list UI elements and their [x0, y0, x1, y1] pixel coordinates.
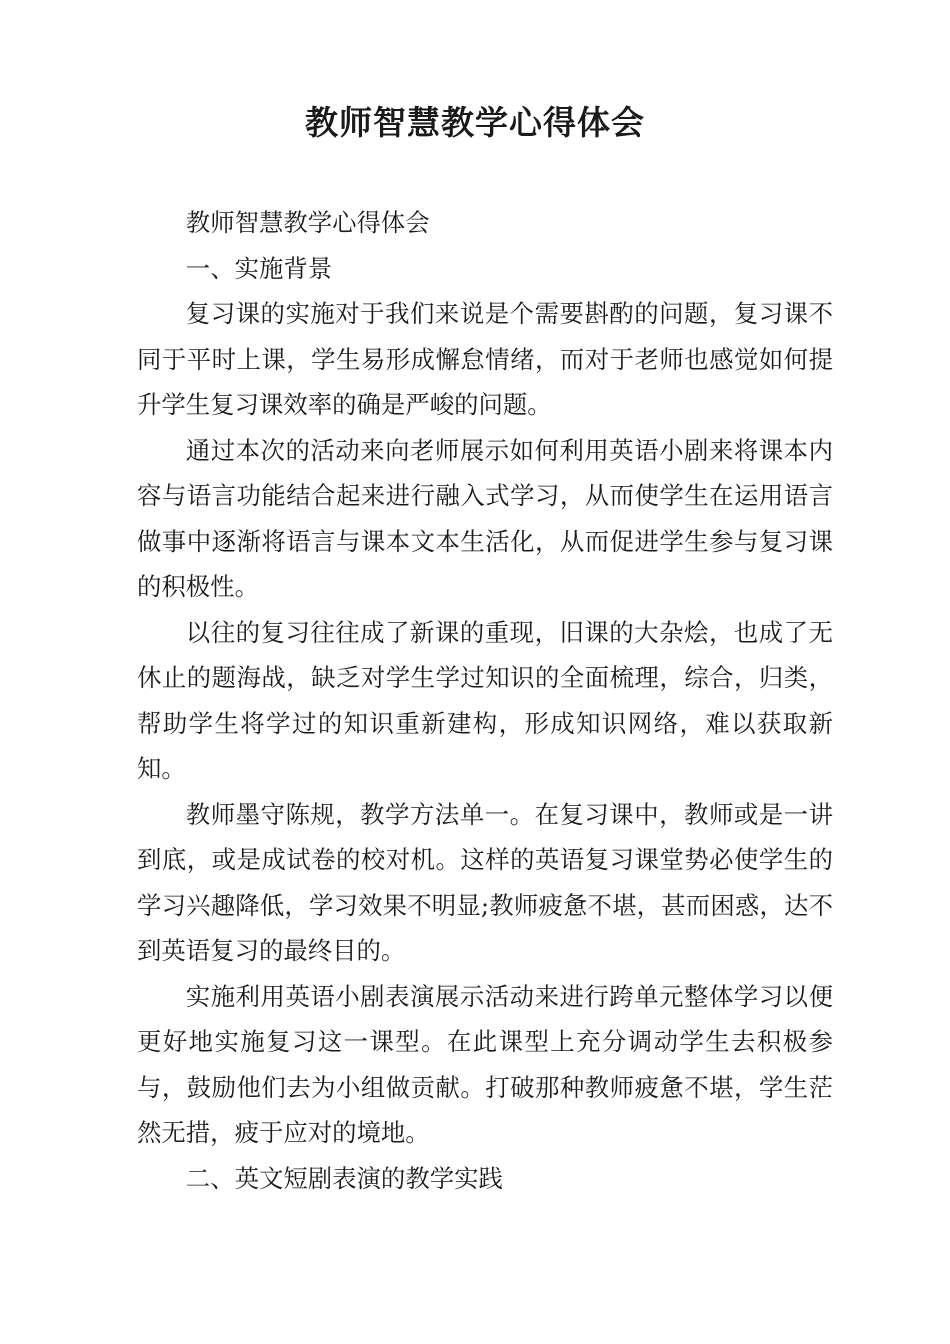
paragraph: 教师墨守陈规，教学方法单一。在复习课中，教师或是一讲到底，或是成试卷的校对机。这样的英语复习课堂势必使学生的学习兴趣降低，学习效果不明显;教师疲惫不堪，甚而困惑，达不到英语复习的最终目的。	[137, 799, 833, 965]
section-heading-2: 二、英文短剧表演的教学实践	[185, 1163, 503, 1193]
paragraph: 实施利用英语小剧表演展示活动来进行跨单元整体学习以便更好地实施复习这一课型。在此课型上充分调动学生去积极参与，鼓励他们去为小组做贡献。打破那种教师疲惫不堪，学生茫然无措，疲于应对的境地。	[137, 981, 833, 1147]
paragraph: 以往的复习往往成了新课的重现，旧课的大杂烩，也成了无休止的题海战，缺乏对学生学过知识的全面梳理，综合，归类，帮助学生将学过的知识重新建构，形成知识网络，难以获取新知。	[137, 617, 833, 783]
document-body	[137, 200, 833, 1201]
paragraph: 复习课的实施对于我们来说是个需要斟酌的问题，复习课不同于平时上课，学生易形成懈怠情绪，而对于老师也感觉如何提升学生复习课效率的确是严峻的问题。	[137, 299, 833, 419]
paragraph: 通过本次的活动来向老师展示如何利用英语小剧来将课本内容与语言功能结合起来进行融入式学习，从而使学生在运用语言做事中逐渐将语言与课本文本生活化，从而促进学生参与复习课的积极性。	[137, 435, 833, 601]
section-heading-1: 一、实施背景	[185, 253, 333, 283]
document-title: 教师智慧教学心得体会	[305, 103, 645, 142]
paragraph-subtitle: 教师智慧教学心得体会	[185, 208, 430, 237]
